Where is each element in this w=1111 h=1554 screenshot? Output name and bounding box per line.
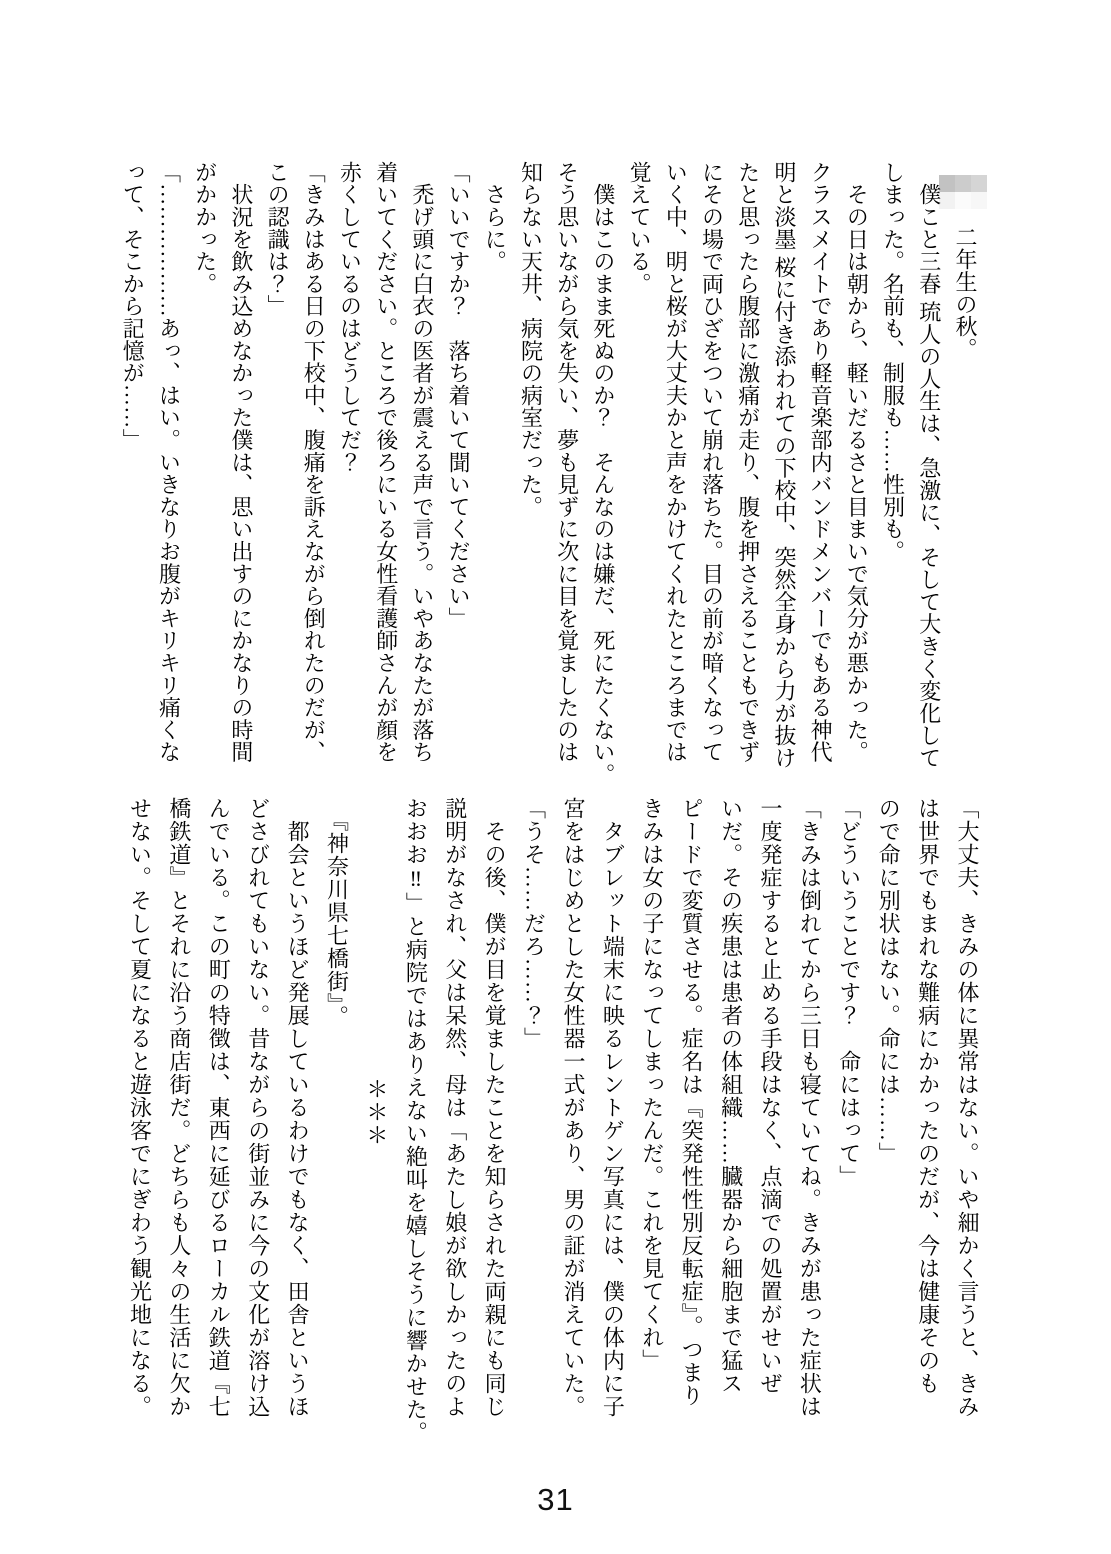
text-line: 知らない天井、病院の病室だった。 (518, 161, 544, 518)
text-line: タブレット端末に映るレントゲン写真には、僕の体内に子 (600, 797, 626, 1418)
text-line: 赤くしているのはどうしてだ？ (337, 161, 363, 474)
text-line: 覚えている。 (627, 161, 653, 295)
text-line: しまった。名前も、制服も……性別も。 (880, 161, 906, 563)
story-text-bottom-section (120, 797, 987, 1444)
text-line: 僕こと三春 琉人の人生は、急激に、そして大きく変化して (916, 161, 942, 769)
text-line: 「大丈夫、きみの体に異常はない。いや細かく言うと、きみ (955, 797, 980, 1418)
text-line: どさびれてもいない。昔ながらの街並みに今の文化が溶け込 (245, 797, 271, 1418)
story-text-top-section (114, 161, 987, 786)
text-line: 一度発症すると止める手段はなく、点滴での処置がせいぜ (757, 797, 783, 1395)
text-line: 禿げ頭に白衣の医者が震える声で言う。いやあなたが落ち (409, 161, 435, 764)
text-line: って、そこから記憶が……」 (120, 161, 146, 451)
text-line: ので命に別状はない。命には……」 (876, 797, 902, 1165)
text-line: にその場で両ひざをついて崩れ落ちた。目の前が暗くなって (699, 161, 725, 764)
text-line: そう思いながら気を失い、夢も見ずに次に目を覚ましたのは (554, 161, 580, 764)
text-line: 「きみは倒れてから三日も寝ていてね。きみが患った症状は (797, 797, 823, 1418)
text-line: 状況を飲み込めなかった僕は、思い出すのにかなりの時間 (228, 161, 254, 764)
text-line: その後、僕が目を覚ましたことを知らされた両親にも同じ (482, 797, 508, 1418)
text-line: たと思ったら腹部に激痛が走り、腹を押さえることもできず (735, 161, 761, 764)
text-line: がかかった。 (192, 161, 218, 295)
text-line: 都会というほど発展しているわけでもなく、田舎というほ (285, 797, 311, 1418)
text-line: 着いてください。ところで後ろにいる女性看護師さんが顔を (373, 161, 399, 764)
text-line: この認識は？」 (265, 161, 291, 318)
text-line: 「きみはある日の下校中、腹痛を訴えながら倒れたのだが、 (301, 161, 327, 764)
text-line: 宮をはじめとした女性器一式があり、男の証が消えていた。 (560, 797, 586, 1418)
text-line: 「………………あっ、はい。いきなりお腹がキリキリ痛くな (156, 161, 182, 764)
text-line: せない。そして夏になると遊泳客でにぎわう観光地になる。 (127, 797, 153, 1418)
text-line: その日は朝から、軽いだるさと目まいで気分が悪かった。 (844, 161, 870, 764)
text-line: んでいる。この町の特徴は、東西に延びるローカル鉄道『七 (206, 797, 232, 1418)
text-line: 「うそ……だろ……？」 (521, 797, 547, 1050)
text-line: 僕はこのまま死ぬのか？ そんなのは嫌だ、死にたくない。 (590, 161, 616, 786)
text-line: きみは女の子になってしまったんだ。これを見てくれ」 (639, 797, 665, 1372)
text-line: 「どういうことです？ 命にはって」 (836, 797, 862, 1188)
text-line: ピードで変質させる。症名は『突発性性別反転症』。つまり (679, 797, 705, 1407)
text-line: 二年生の秋。 (947, 161, 987, 781)
section-divider: ＊＊＊ (363, 1077, 389, 1147)
text-line: は世界でもまれな難病にかかったのだが、今は健康そのも (915, 797, 941, 1395)
page-number: 31 (537, 1482, 574, 1517)
text-line: 明と淡墨 桜に付き添われての下校中、突然全身から力が抜け (771, 161, 797, 769)
text-line: 『神奈川県七橋街』。 (324, 797, 350, 1028)
text-line: 橋鉄道』とそれに沿う商店街だ。どちらも人々の生活に欠か (166, 797, 192, 1418)
text-line: 説明がなされ、父は呆然、母は「あたし娘が欲しかったのよ (442, 797, 468, 1418)
text-line: 「いいですか？ 落ち着いて聞いてください」 (446, 161, 472, 630)
text-line: いく中、明と桜が大丈夫かと声をかけてくれたところまでは (663, 161, 689, 764)
text-line: さらに。 (482, 161, 508, 273)
text-line: クラスメイトであり軽音楽部内バンドメンバーでもある神代 (808, 161, 834, 764)
censored-mosaic (953, 175, 987, 223)
text-line: いだ。その疾患は患者の体組織……臓器から細胞まで猛ス (718, 797, 744, 1395)
text-line: おおお‼」と病院ではありえない絶叫を嬉しそうに響かせた。 (403, 797, 429, 1444)
